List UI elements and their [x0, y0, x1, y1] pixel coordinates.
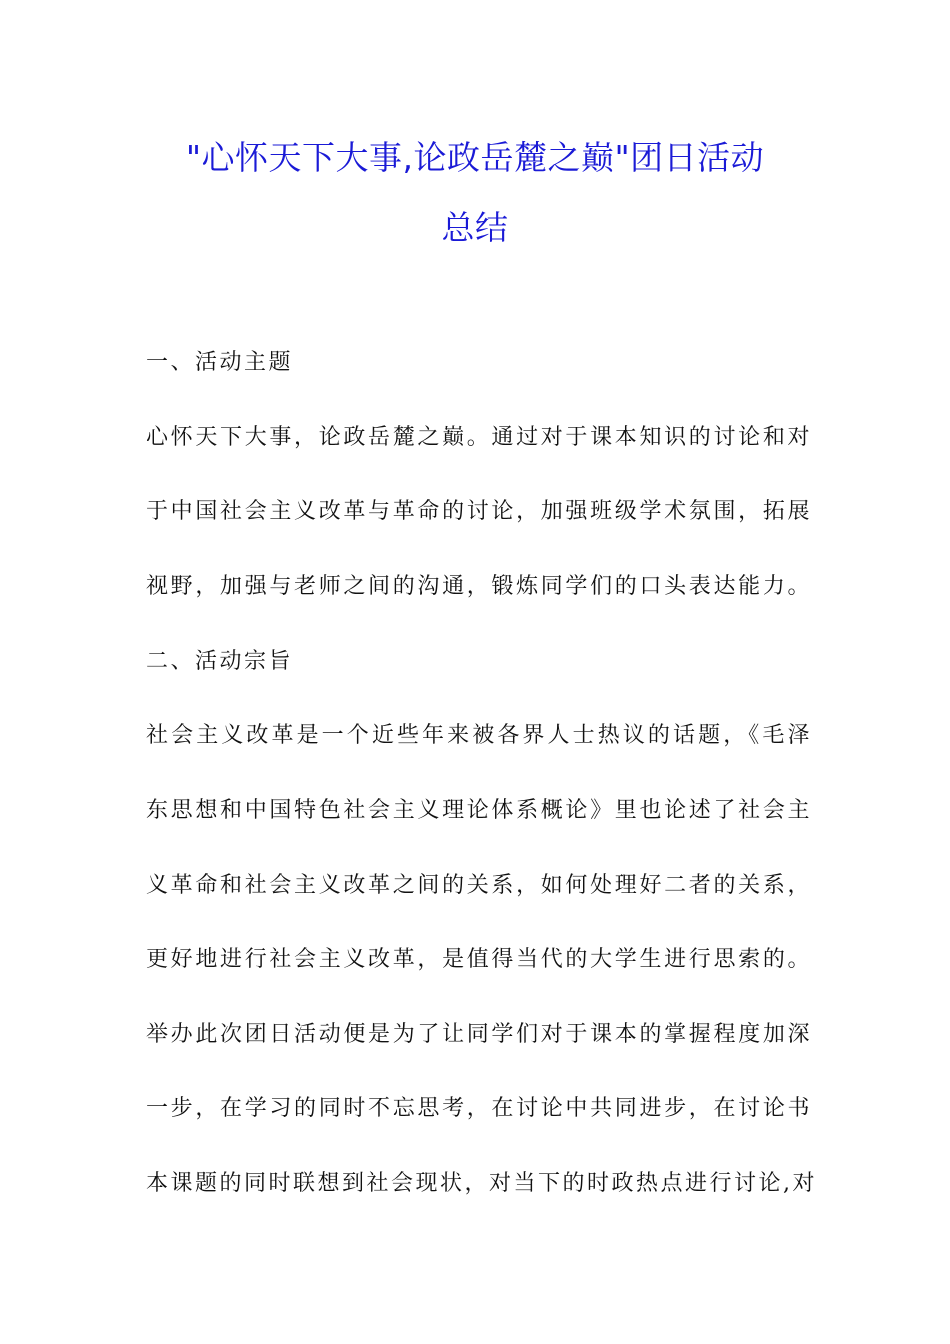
paragraph-line: 本课题的同时联想到社会现状，对当下的时政热点进行讨论,对	[146, 1171, 817, 1196]
paragraph-line: 心怀天下大事，论政岳麓之巅。通过对于课本知识的讨论和对	[146, 425, 812, 450]
paragraph-line: 举办此次团日活动便是为了让同学们对于课本的掌握程度加深	[146, 1022, 812, 1047]
paragraph-line: 社会主义改革是一个近些年来被各界人士热议的话题，《毛泽	[146, 723, 812, 748]
paragraph-line: 义革命和社会主义改革之间的关系，如何处理好二者的关系，	[146, 873, 812, 898]
paragraph-line: 于中国社会主义改革与革命的讨论，加强班级学术氛围，拓展	[146, 499, 812, 524]
paragraph-line: 一步，在学习的同时不忘思考，在讨论中共同进步，在讨论书	[146, 1096, 812, 1121]
paragraph-line: 视野，加强与老师之间的沟通，锻炼同学们的口头表达能力。	[146, 574, 812, 599]
paragraph-line: 更好地进行社会主义改革，是值得当代的大学生进行思索的。	[146, 947, 812, 972]
section-heading-activity-purpose: 二、活动宗旨	[146, 649, 294, 674]
document-title-line-1: "心怀天下大事,论政岳麓之巅"团日活动	[185, 138, 765, 177]
document-title-line-2: 总结	[441, 208, 509, 247]
section-heading-activity-theme: 一、活动主题	[146, 350, 294, 375]
paragraph-line: 东思想和中国特色社会主义理论体系概论》里也论述了社会主	[146, 798, 812, 823]
